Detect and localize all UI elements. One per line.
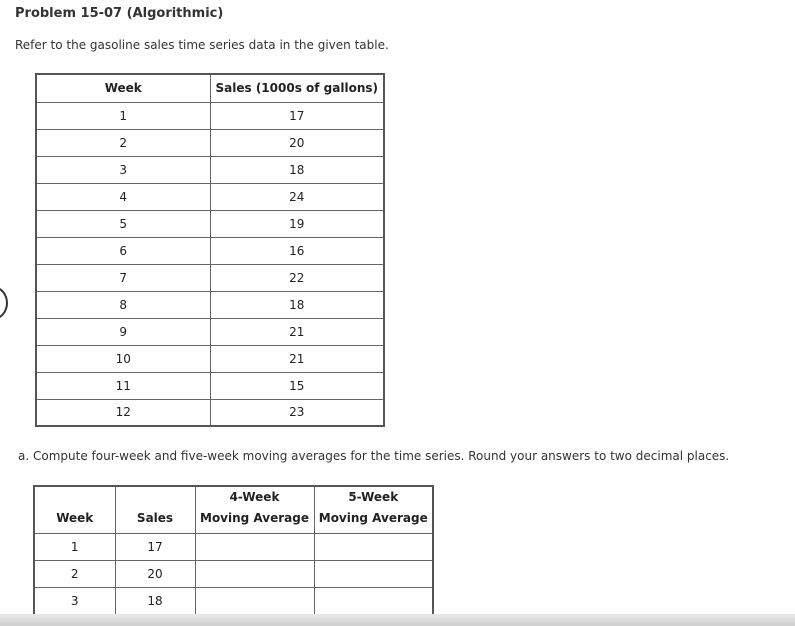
five-week-ma-input[interactable] — [314, 534, 433, 561]
table-row — [36, 183, 384, 210]
table-header-row — [34, 486, 433, 534]
table-row — [34, 588, 433, 615]
sales-cell: 15 — [210, 372, 384, 399]
week-cell: 3 — [34, 588, 115, 615]
column-header-sales — [115, 486, 195, 534]
header-week-label: Week — [56, 511, 94, 525]
header-5-week-line2: Moving Average — [318, 511, 428, 525]
header-5-week-line1: 5-Week — [348, 490, 399, 504]
sales-cell: 18 — [115, 588, 195, 615]
week-cell: 2 — [34, 561, 115, 588]
week-cell: 12 — [36, 399, 210, 426]
sales-cell: 24 — [210, 183, 384, 210]
week-cell: 5 — [36, 210, 210, 237]
sales-cell: 18 — [210, 156, 384, 183]
week-cell: 6 — [36, 237, 210, 264]
table-row — [36, 345, 384, 372]
table-row — [36, 102, 384, 129]
sales-cell: 19 — [210, 210, 384, 237]
problem-title: Problem 15-07 (Algorithmic) — [15, 6, 224, 21]
question-a: a. Compute four-week and five-week moving averages for the time series. Round your answers to two decimal places. — [18, 449, 730, 463]
sales-cell: 16 — [210, 237, 384, 264]
week-cell: 1 — [34, 534, 115, 561]
scroll-edge — [0, 614, 795, 626]
moving-average-table — [33, 485, 434, 616]
week-cell: 2 — [36, 129, 210, 156]
table-row — [36, 129, 384, 156]
column-header-5-week-ma — [314, 486, 433, 534]
table-row — [36, 318, 384, 345]
sales-cell: 20 — [210, 129, 384, 156]
week-cell: 9 — [36, 318, 210, 345]
sales-cell: 23 — [210, 399, 384, 426]
header-4-week-line2: Moving Average — [200, 511, 309, 525]
header-sales-label: Sales — [136, 511, 174, 525]
week-cell: 10 — [36, 345, 210, 372]
sales-cell: 17 — [115, 534, 195, 561]
table-row — [36, 237, 384, 264]
week-cell: 3 — [36, 156, 210, 183]
table-row — [36, 291, 384, 318]
column-header-sales: Sales (1000s of gallons) — [210, 74, 384, 102]
four-week-ma-input[interactable] — [195, 588, 314, 615]
sales-cell: 21 — [210, 318, 384, 345]
five-week-ma-input[interactable] — [314, 561, 433, 588]
column-header-week — [34, 486, 115, 534]
table-row — [36, 156, 384, 183]
sales-cell: 18 — [210, 291, 384, 318]
column-header-4-week-ma — [195, 486, 314, 534]
header-4-week-line1: 4-Week — [229, 490, 280, 504]
sales-cell: 20 — [115, 561, 195, 588]
table-row — [36, 372, 384, 399]
four-week-ma-input[interactable] — [195, 534, 314, 561]
week-cell: 7 — [36, 264, 210, 291]
week-cell: 4 — [36, 183, 210, 210]
week-cell: 1 — [36, 102, 210, 129]
side-ring-icon — [0, 286, 8, 320]
table-row — [34, 561, 433, 588]
table-row — [36, 210, 384, 237]
table-row — [36, 399, 384, 426]
sales-cell: 17 — [210, 102, 384, 129]
intro-text: Refer to the gasoline sales time series data in the given table. — [15, 38, 389, 52]
table-row — [34, 534, 433, 561]
four-week-ma-input[interactable] — [195, 561, 314, 588]
sales-cell: 21 — [210, 345, 384, 372]
sales-cell: 22 — [210, 264, 384, 291]
table-header-row — [36, 74, 384, 102]
week-cell: 8 — [36, 291, 210, 318]
week-cell: 11 — [36, 372, 210, 399]
table-row — [36, 264, 384, 291]
sales-table — [35, 73, 385, 427]
five-week-ma-input[interactable] — [314, 588, 433, 615]
column-header-week: Week — [36, 74, 210, 102]
